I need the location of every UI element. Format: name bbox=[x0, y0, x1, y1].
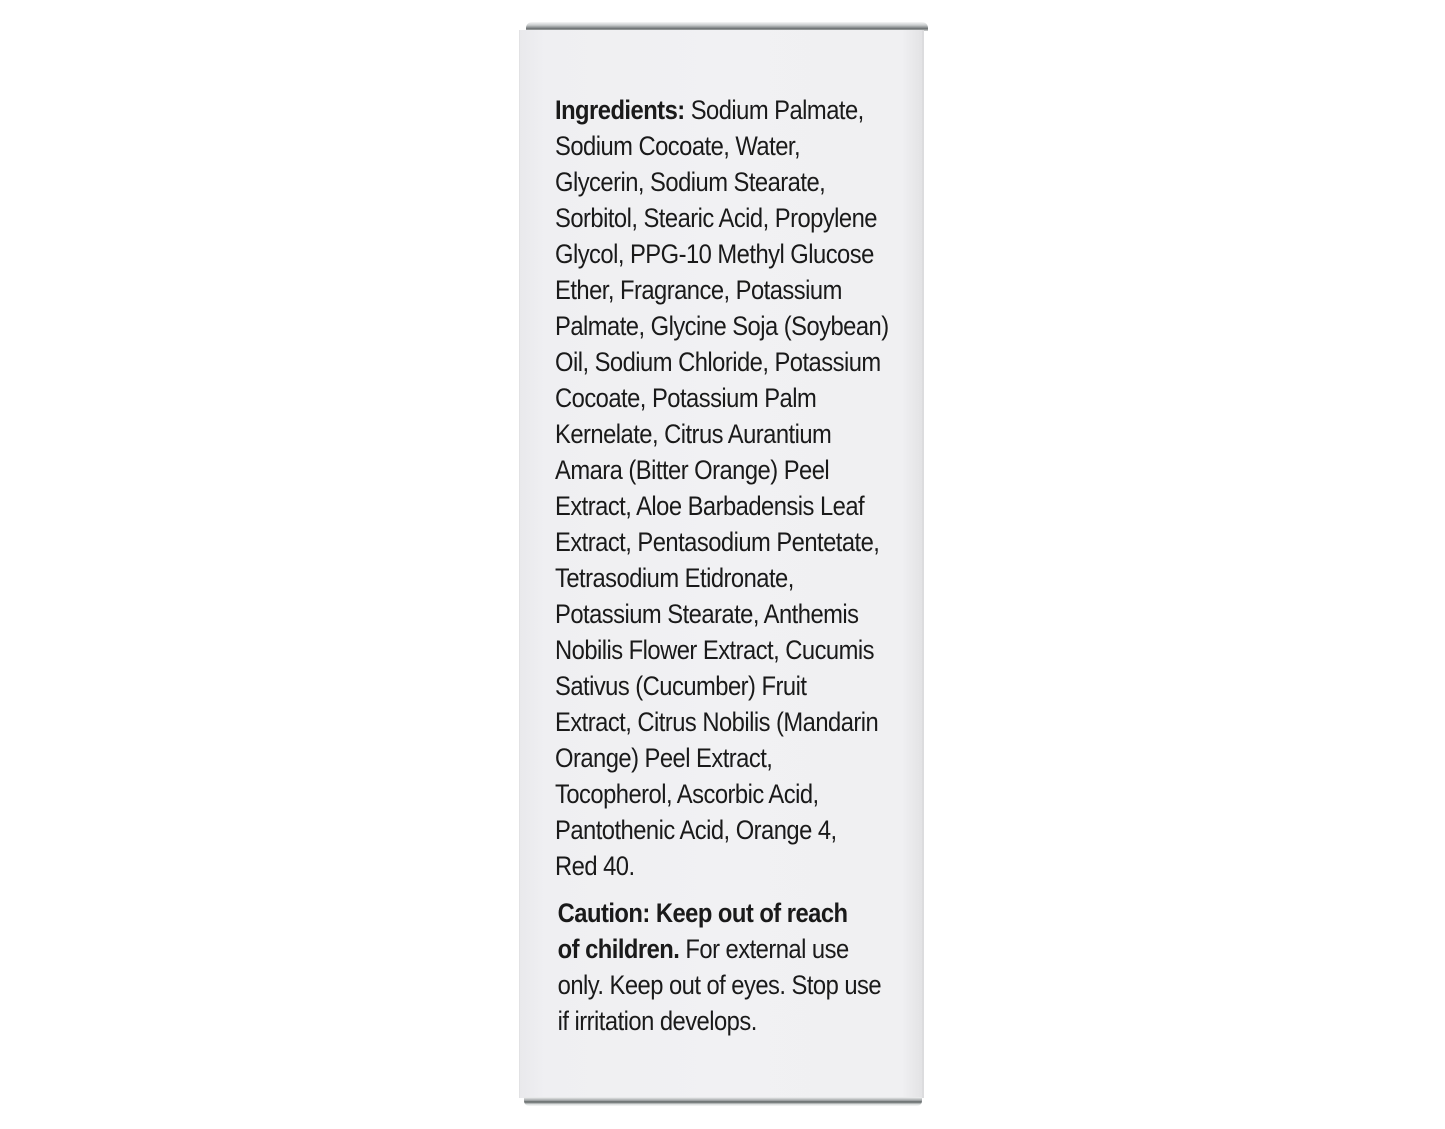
caution-line: if irritation develops. bbox=[557, 1006, 757, 1036]
caution-heading: Caution: Keep out of reach bbox=[557, 898, 848, 928]
ingredients-line: Amara (Bitter Orange) Peel bbox=[555, 455, 830, 485]
ingredients-line: Tetrasodium Etidronate, bbox=[555, 563, 794, 593]
caution-paragraph bbox=[555, 895, 895, 1039]
ingredients-line: Extract, Aloe Barbadensis Leaf bbox=[555, 491, 865, 521]
ingredients-line: Ether, Fragrance, Potassium bbox=[555, 275, 842, 305]
ingredients-line: Glycerin, Sodium Stearate, bbox=[555, 167, 826, 197]
ingredients-line: Nobilis Flower Extract, Cucumis bbox=[555, 635, 874, 665]
ingredients-line: Sorbitol, Stearic Acid, Propylene bbox=[555, 203, 877, 233]
ingredients-line: Orange) Peel Extract, bbox=[555, 743, 773, 773]
box-label-text bbox=[555, 92, 895, 1039]
box-bottom-edge bbox=[524, 1097, 922, 1106]
ingredients-line: Glycol, PPG-10 Methyl Glucose bbox=[555, 239, 874, 269]
ingredients-line: Ingredients: Sodium Palmate, bbox=[555, 95, 864, 125]
caution-line: only. Keep out of eyes. Stop use bbox=[557, 970, 882, 1000]
ingredients-line: Extract, Pentasodium Pentetate, bbox=[555, 527, 880, 557]
ingredients-line: Cocoate, Potassium Palm bbox=[555, 383, 817, 413]
ingredients-line: Kernelate, Citrus Aurantium bbox=[555, 419, 832, 449]
ingredients-line: Pantothenic Acid, Orange 4, bbox=[555, 815, 837, 845]
ingredients-line: Sodium Cocoate, Water, bbox=[555, 131, 801, 161]
ingredients-line: Sativus (Cucumber) Fruit bbox=[555, 671, 807, 701]
caution-children-warning: of children. bbox=[557, 934, 680, 964]
ingredients-line: Oil, Sodium Chloride, Potassium bbox=[555, 347, 881, 377]
ingredients-line: Tocopherol, Ascorbic Acid, bbox=[555, 779, 819, 809]
ingredients-paragraph bbox=[555, 92, 895, 884]
caution-line: of children. For external use bbox=[557, 934, 849, 964]
ingredients-line: Palmate, Glycine Soja (Soybean) bbox=[555, 311, 889, 341]
ingredients-heading: Ingredients: bbox=[555, 95, 685, 125]
ingredients-line: Extract, Citrus Nobilis (Mandarin bbox=[555, 707, 879, 737]
ingredients-line: Red 40. bbox=[555, 851, 635, 881]
ingredients-line: Potassium Stearate, Anthemis bbox=[555, 599, 859, 629]
